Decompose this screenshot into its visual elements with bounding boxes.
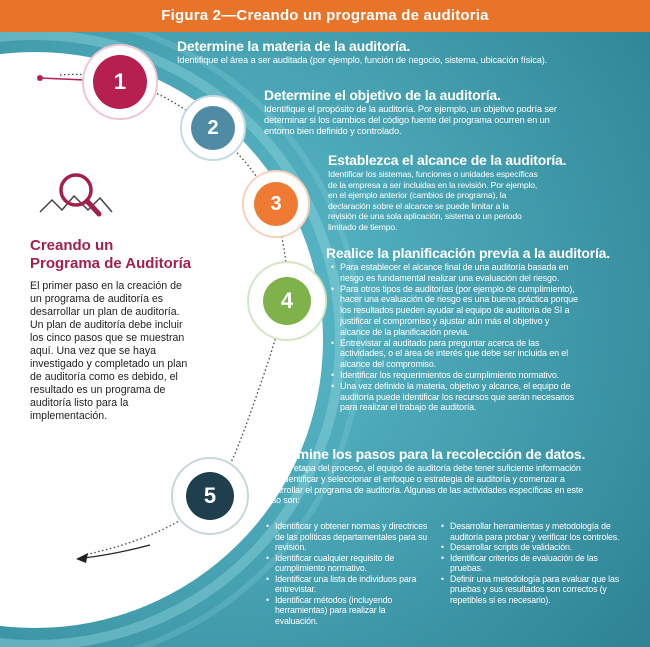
step-2-number: 2 (207, 117, 219, 139)
step-5-title: Determine los pasos para la recolección de datos. (262, 446, 586, 462)
sidebar-title-line-1: Creando un (30, 237, 114, 254)
step-5-bullet: • Identificar criterios de evaluación de las pruebas. (450, 553, 620, 574)
step-4-title: Realice la planificación previa a la auditoría. (326, 245, 610, 261)
step-4-bullet: • Para establecer el alcance final de una auditoría basada en riesgo es fundamental realizar una evaluación del riesgo. (340, 262, 580, 284)
step-5-number: 5 (203, 483, 217, 508)
step-5-bullets-right-col (440, 521, 620, 605)
step-2-title: Determine el objetivo de la auditoría. (264, 87, 501, 103)
step-5-text: En esta etapa del proceso, el equipo de auditoría debe tener suficiente información para identificar y seleccionar el enfoque o estrategia de auditoría y comenzar a desarrollar el programa de auditoría. Algunas de las actividades específicas en este paso son: (262, 463, 584, 506)
step-3-title: Establezca el alcance de la auditoría. (328, 152, 567, 168)
step-5-bullet: • Desarrollar herramientas y metodología de auditoría para probar y verificar los controles. (450, 521, 620, 542)
step-5-bullets-left-col (265, 521, 430, 626)
step-5-bullet: • Identificar cualquier requisito de cumplimiento normativo. (275, 553, 430, 574)
step-4-bullet: • Una vez definido la materia, objetivo y alcance, el equipo de auditoría puede identificar los recursos que serán necesarios para realizar el trabajo de auditoría. (340, 381, 580, 413)
step-4-number: 4 (280, 288, 294, 313)
sidebar-body: El primer paso en la creación de un programa de auditoría es desarrollar un plan de auditoría. Un plan de auditoría debe incluir los cinco pasos que se muestran aquí. Una vez que se haya investigado y completado un plan de auditoría como es debido, el resultado es un programa de auditoría listo para la implementación. (30, 280, 188, 422)
step-1-title: Determine la materia de la auditoría. (177, 38, 411, 54)
step-5-bullet: • Definir una metodología para evaluar que las pruebas y sus resultados son correctos (y repetibles si es necesario). (450, 574, 620, 606)
step-5-bullet: • Desarrollar scripts de validación. (450, 542, 620, 553)
sidebar-title-line-2: Programa de Auditoría (30, 255, 192, 272)
step-4-bullet: • Entrevistar al auditado para preguntar acerca de las actividades, o el área de interés que debe ser incluida en el alcance del compromiso. (340, 338, 580, 370)
step-4-bullet: • Identificar los requerimientos de cumplimiento normativo. (340, 370, 580, 381)
step-1-number: 1 (113, 69, 127, 94)
step-4-text (330, 262, 580, 413)
step-2-text: Identifique el propósito de la auditoría. Por ejemplo, un objetivo podría ser determinar si los cambios del código fuente del programa ocurren en un entorno bien definido y controlado. (264, 104, 557, 136)
step-5-bullets-right (440, 521, 620, 605)
step-3-text: Identificar los sistemas, funciones o unidades específicas de la empresa a ser incluidas en la revisión. Por ejemplo, en el ejemplo anterior (cambios de programa), la declaración sobre el alcance se puede limitar a la revisión de una sola aplicación, sistema o un periodo limitado de tiempo. (328, 169, 538, 232)
step-3-number: 3 (270, 193, 282, 215)
step-5-bullet: • Identificar una lista de individuos para entrevistar. (275, 574, 430, 595)
sidebar-title (30, 237, 191, 273)
step-4-bullet: • Para otros tipos de auditorías (por ejemplo de cumplimiento), hacer una evaluación de riesgo es una buena práctica porque los resultados pueden ayudar al equipo de auditoría de SI a justificar el compromiso y ajustar aún más el objetivo y alcance de la planificación previa. (340, 284, 580, 338)
step-5-bullets-left (265, 521, 430, 626)
step-1-text: Identifique el área a ser auditada (por ejemplo, función de negocio, sistema, ubicación física). (177, 55, 548, 65)
step-5-bullet: • Identificar métodos (incluyendo herramientas) para realizar la evaluación. (275, 595, 430, 627)
step-4-bullets (330, 262, 580, 413)
figure-title: Figura 2—Creando un programa de auditoria (0, 0, 650, 32)
step-5-bullet: • Identificar y obtener normas y directrices de las políticas departamentales para su revisión. (275, 521, 430, 553)
start-dot (37, 75, 43, 81)
